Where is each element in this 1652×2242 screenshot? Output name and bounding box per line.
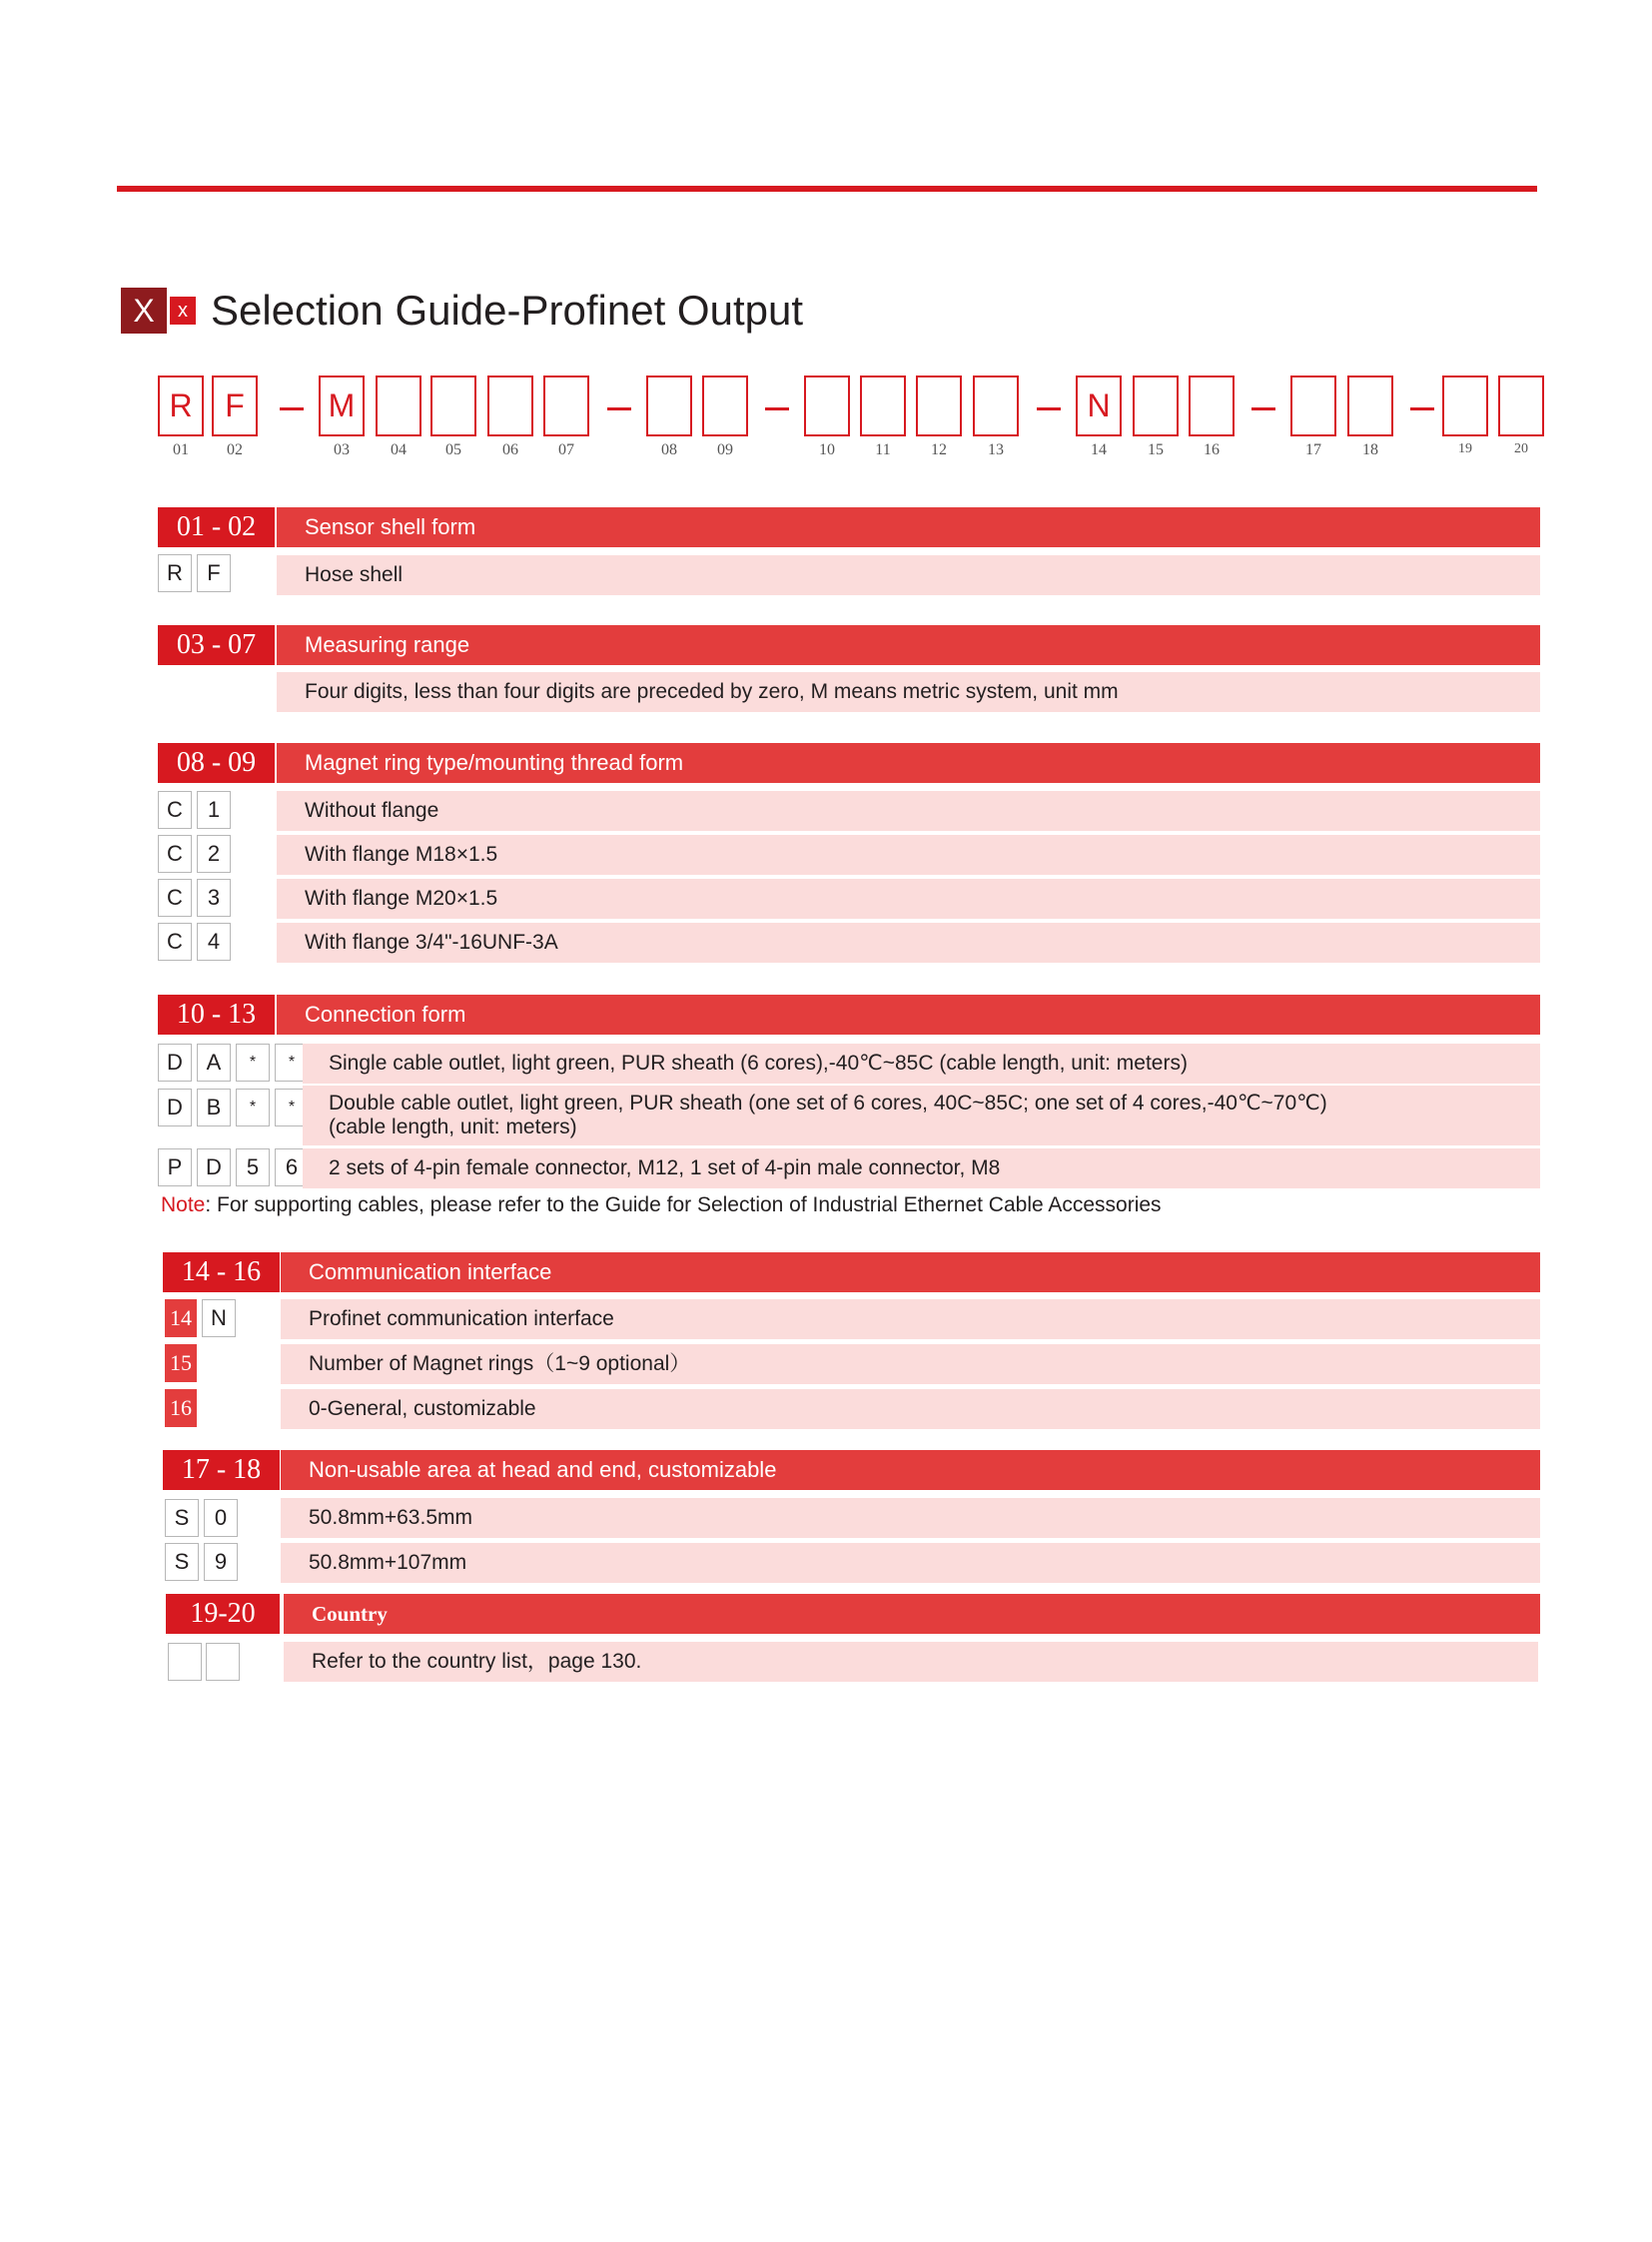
- option-description: With flange M18×1.5: [277, 835, 1540, 875]
- section-code-connection: 10 - 13: [158, 995, 275, 1035]
- option-description: Number of Magnet rings（1~9 optional）: [281, 1344, 1540, 1384]
- note-label: Note: [161, 1193, 206, 1216]
- code-cell-blank: [206, 1643, 240, 1681]
- code-box-07: [543, 375, 589, 436]
- code-box-05: [430, 375, 476, 436]
- code-box-17: [1290, 375, 1336, 436]
- code-cell: *: [236, 1044, 270, 1082]
- code-position: 03: [334, 441, 350, 458]
- code-dash: [1410, 407, 1434, 410]
- section-code-shell: 01 - 02: [158, 507, 275, 547]
- page-title: Selection Guide-Profinet Output: [211, 287, 804, 334]
- code-box-20: [1498, 375, 1544, 436]
- section-code-comm: 14 - 16: [163, 1252, 280, 1292]
- top-rule: [117, 186, 1537, 192]
- option-description: 50.8mm+63.5mm: [281, 1498, 1540, 1538]
- code-cell: P: [158, 1148, 192, 1186]
- code-position: 17: [1305, 441, 1321, 458]
- option-description: Hose shell: [277, 555, 1540, 595]
- section-code-country: 19-20: [166, 1594, 280, 1634]
- option-description-line: Double cable outlet, light green, PUR sheath (one set of 6 cores, 40C~85C; one set of 4 cores,-40℃~70℃): [329, 1092, 1327, 1115]
- code-cell: A: [197, 1044, 231, 1082]
- option-description: Refer to the country list，page 130.: [284, 1642, 1538, 1682]
- section-code-magnet: 08 - 09: [158, 743, 275, 783]
- section-title-comm: Communication interface: [281, 1252, 1540, 1292]
- section-title-magnet: Magnet ring type/mounting thread form: [277, 743, 1540, 783]
- code-cell: 1: [197, 791, 231, 829]
- code-dash: [1251, 407, 1275, 410]
- code-cell-blank: [168, 1643, 202, 1681]
- code-cell: S: [165, 1499, 199, 1537]
- code-position: 13: [988, 441, 1004, 458]
- option-description: 2 sets of 4-pin female connector, M12, 1 set of 4-pin male connector, M8: [303, 1148, 1540, 1188]
- cable-note: [161, 1193, 1162, 1217]
- code-box-10: [804, 375, 850, 436]
- chapter-badge: X: [121, 288, 167, 334]
- code-position: 18: [1362, 441, 1378, 458]
- code-cell: S: [165, 1543, 199, 1581]
- code-box-02: F: [212, 375, 258, 436]
- code-box-01: R: [158, 375, 204, 436]
- code-cell: C: [158, 791, 192, 829]
- code-box-11: [860, 375, 906, 436]
- code-cell: 0: [204, 1499, 238, 1537]
- code-cell: D: [197, 1148, 231, 1186]
- code-position: 01: [173, 441, 189, 458]
- option-description-line: (cable length, unit: meters): [329, 1116, 577, 1138]
- code-position: 05: [445, 441, 461, 458]
- option-description: Without flange: [277, 791, 1540, 831]
- position-number: 14: [165, 1299, 197, 1337]
- option-description: Profinet communication interface: [281, 1299, 1540, 1339]
- option-description: 0-General, customizable: [281, 1389, 1540, 1429]
- section-code-range: 03 - 07: [158, 625, 275, 665]
- code-position: 20: [1514, 441, 1528, 456]
- code-cell: C: [158, 835, 192, 873]
- code-cell: 4: [197, 923, 231, 961]
- code-box-04: [376, 375, 421, 436]
- code-position: 06: [502, 441, 518, 458]
- note-text: : For supporting cables, please refer to the Guide for Selection of Industrial Ethernet Cable Accessories: [205, 1193, 1162, 1216]
- code-position: 12: [931, 441, 947, 458]
- code-cell: *: [275, 1089, 309, 1126]
- option-description: Four digits, less than four digits are preceded by zero, M means metric system, unit mm: [277, 672, 1540, 712]
- code-box-14: N: [1076, 375, 1122, 436]
- code-box-19: [1442, 375, 1488, 436]
- option-description: Single cable outlet, light green, PUR sheath (6 cores),-40℃~85C (cable length, unit: meters): [303, 1044, 1540, 1084]
- code-cell: C: [158, 923, 192, 961]
- code-position: 09: [717, 441, 733, 458]
- code-cell: *: [236, 1089, 270, 1126]
- code-cell: 2: [197, 835, 231, 873]
- code-position: 16: [1204, 441, 1220, 458]
- section-title-area: Non-usable area at head and end, customizable: [281, 1450, 1540, 1490]
- option-description: With flange 3/4"-16UNF-3A: [277, 923, 1540, 963]
- code-box-03: M: [319, 375, 365, 436]
- position-number: 16: [165, 1389, 197, 1427]
- section-title-connection: Connection form: [277, 995, 1540, 1035]
- code-position: 11: [875, 441, 891, 458]
- section-title-shell: Sensor shell form: [277, 507, 1540, 547]
- code-cell: 6: [275, 1148, 309, 1186]
- code-dash: [765, 407, 789, 410]
- code-position: 08: [661, 441, 677, 458]
- code-cell: R: [158, 554, 192, 592]
- code-cell: D: [158, 1044, 192, 1082]
- code-position: 02: [227, 441, 243, 458]
- section-code-area: 17 - 18: [163, 1450, 280, 1490]
- code-cell: 5: [236, 1148, 270, 1186]
- code-dash: [607, 407, 631, 410]
- option-description: With flange M20×1.5: [277, 879, 1540, 919]
- code-cell: *: [275, 1044, 309, 1082]
- code-cell: 3: [197, 879, 231, 917]
- code-cell: 9: [204, 1543, 238, 1581]
- code-dash: [280, 407, 304, 410]
- section-title-range: Measuring range: [277, 625, 1540, 665]
- code-box-12: [916, 375, 962, 436]
- option-description: 50.8mm+107mm: [281, 1543, 1540, 1583]
- code-box-15: [1133, 375, 1179, 436]
- section-title-country: Country: [284, 1594, 1540, 1634]
- position-number: 15: [165, 1344, 197, 1382]
- code-position: 15: [1148, 441, 1164, 458]
- code-position: 07: [558, 441, 574, 458]
- code-position: 10: [819, 441, 835, 458]
- code-position: 04: [391, 441, 407, 458]
- code-box-13: [973, 375, 1019, 436]
- code-cell: D: [158, 1089, 192, 1126]
- code-cell: N: [202, 1299, 236, 1337]
- code-dash: [1037, 407, 1061, 410]
- code-box-09: [702, 375, 748, 436]
- code-box-16: [1189, 375, 1235, 436]
- code-box-06: [487, 375, 533, 436]
- code-cell: F: [197, 554, 231, 592]
- option-description: [303, 1086, 1540, 1145]
- code-box-18: [1347, 375, 1393, 436]
- chapter-sub-badge: x: [170, 297, 196, 325]
- code-cell: C: [158, 879, 192, 917]
- code-position: 19: [1458, 441, 1472, 456]
- code-position: 14: [1091, 441, 1107, 458]
- code-box-08: [646, 375, 692, 436]
- code-cell: B: [197, 1089, 231, 1126]
